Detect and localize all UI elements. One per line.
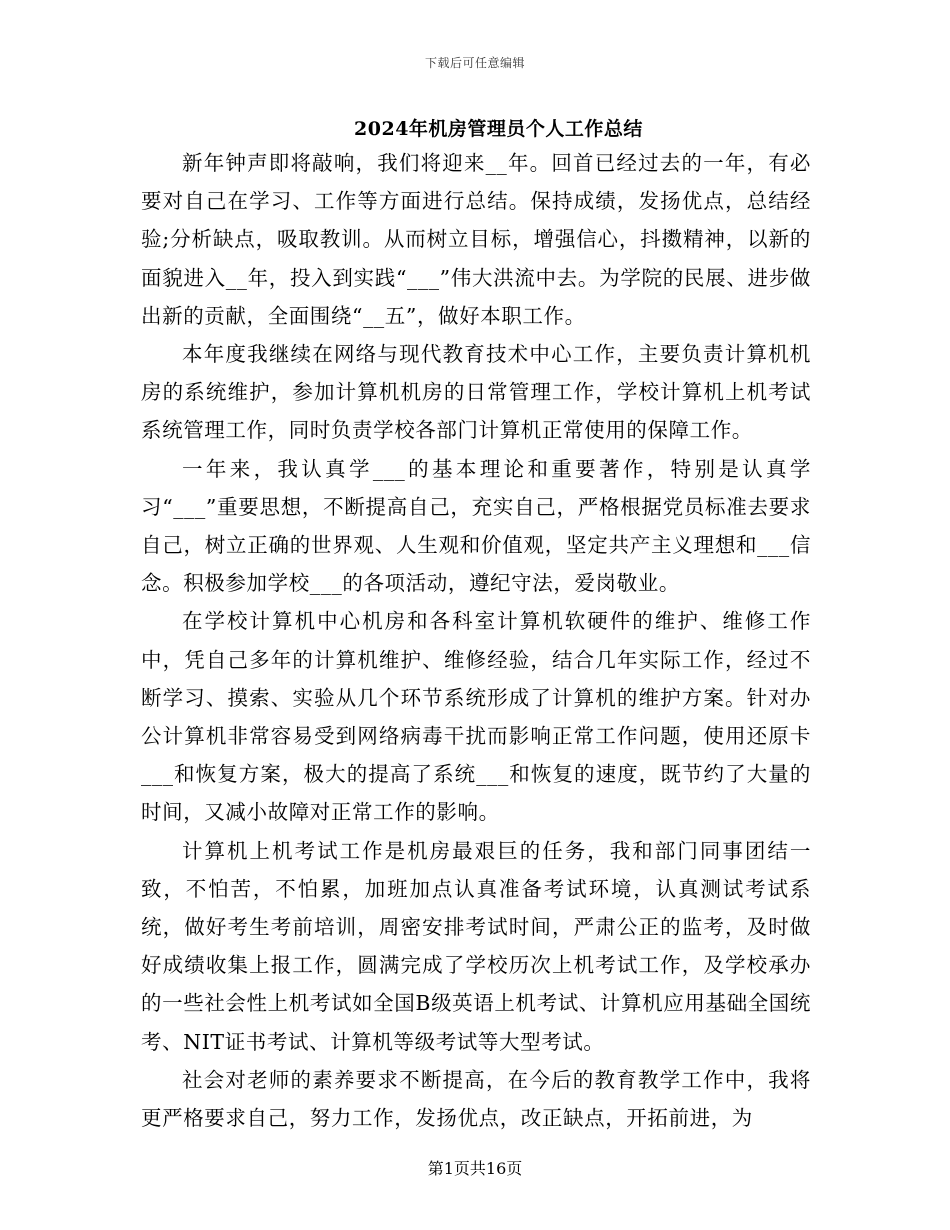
document-body	[141, 144, 811, 1137]
paragraph: 在学校计算机中心机房和各科室计算机软硬件的维护、维修工作中，凭自己多年的计算机维护、维修经验，结合几年实际工作，经过不断学习、摸索、实验从几个环节系统形成了计算机的维护方案。针对办公计算机非常容易受到网络病毒干扰而影响正常工作问题，使用还原卡___和恢复方案，极大的提高了系统___和恢复的速度，既节约了大量的时间，又减小故障对正常工作的影响。	[141, 609, 811, 825]
document-title: 2024年机房管理员个人工作总结	[354, 118, 643, 140]
page-number: 第1页共16页	[427, 1159, 523, 1178]
header-note: 下载后可任意编辑	[424, 56, 525, 70]
paragraph: 本年度我继续在网络与现代教育技术中心工作，主要负责计算机机房的系统维护，参加计算机机房的日常管理工作，学校计算机上机考试系统管理工作，同时负责学校各部门计算机正常使用的保障工作。	[141, 342, 811, 443]
paragraph: 计算机上机考试工作是机房最艰巨的任务，我和部门同事团结一致，不怕苦，不怕累，加班加点认真准备考试环境，认真测试考试系统，做好考生考前培训，周密安排考试时间，严肃公正的监考，及时做好成绩收集上报工作，圆满完成了学校历次上机考试工作，及学校承办的一些社会性上机考试如全国B级英语上机考试、计算机应用基础全国统考、NIT证书考试、计算机等级考试等大型考试。	[141, 838, 811, 1054]
paragraph: 一年来，我认真学___的基本理论和重要著作，特别是认真学习“___”重要思想，不断提高自己，充实自己，严格根据党员标准去要求自己，树立正确的世界观、人生观和价值观，坚定共产主义理想和___信念。积极参加学校___的各项活动，遵纪守法，爱岗敬业。	[141, 456, 811, 596]
paragraph: 社会对老师的素养要求不断提高，在今后的教育教学工作中，我将更严格要求自己，努力工作，发扬优点，改正缺点，开拓前进，为	[141, 1067, 811, 1131]
paragraph: 新年钟声即将敲响，我们将迎来__年。回首已经过去的一年，有必要对自己在学习、工作等方面进行总结。保持成绩，发扬优点，总结经验;分析缺点，吸取教训。从而树立目标，增强信心，抖擞精神，以新的面貌进入__年，投入到实践“___”伟大洪流中去。为学院的民展、进步做出新的贡献，全面围绕“__五”，做好本职工作。	[141, 151, 811, 328]
